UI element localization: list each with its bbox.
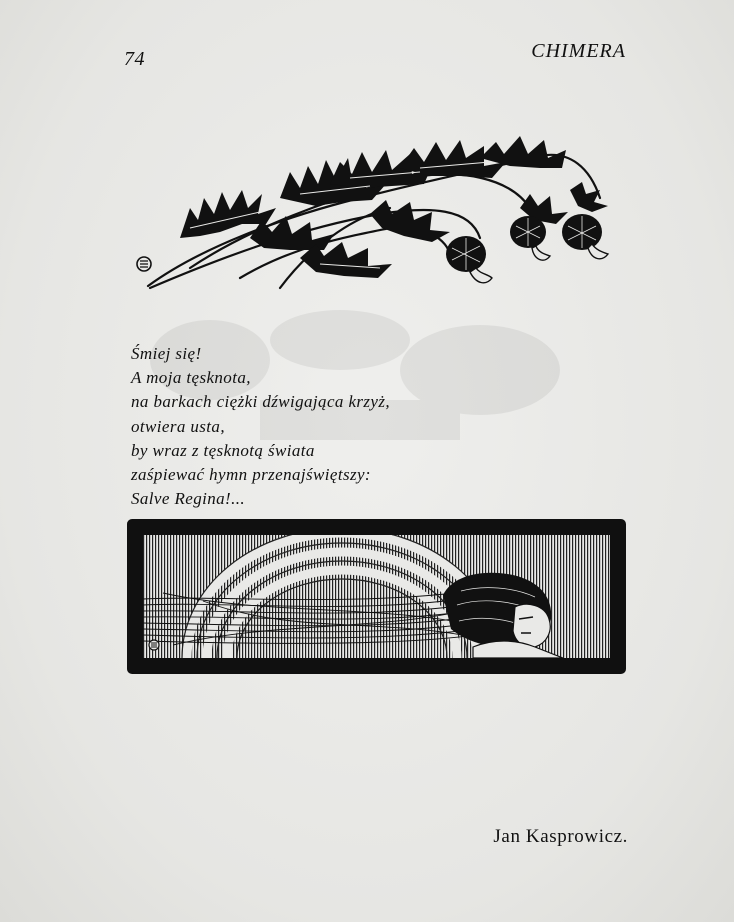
monogram-icon [137,257,151,271]
author-signature: Jan Kasprowicz. [493,826,628,847]
thistle-vignette [130,128,630,303]
poem-line: na barkach ciężki dźwigająca krzyż, [131,392,391,412]
poem-line: Śmiej się! [131,344,202,363]
page-number: 74 [124,48,145,70]
poem [131,342,491,511]
poem-line: A moja tęsknota, [131,368,251,388]
monogram-icon [149,640,159,650]
running-title: CHIMERA [531,40,626,62]
poem-line: otwiera usta, [131,416,225,436]
poem-line: zaśpiewać hymn przenajświętszy: [131,465,371,485]
poem-line: Salve Regina!... [131,489,246,509]
rainbow-woman-frieze [127,519,626,674]
poem-line: by wraz z tęsknotą świata [131,440,315,460]
